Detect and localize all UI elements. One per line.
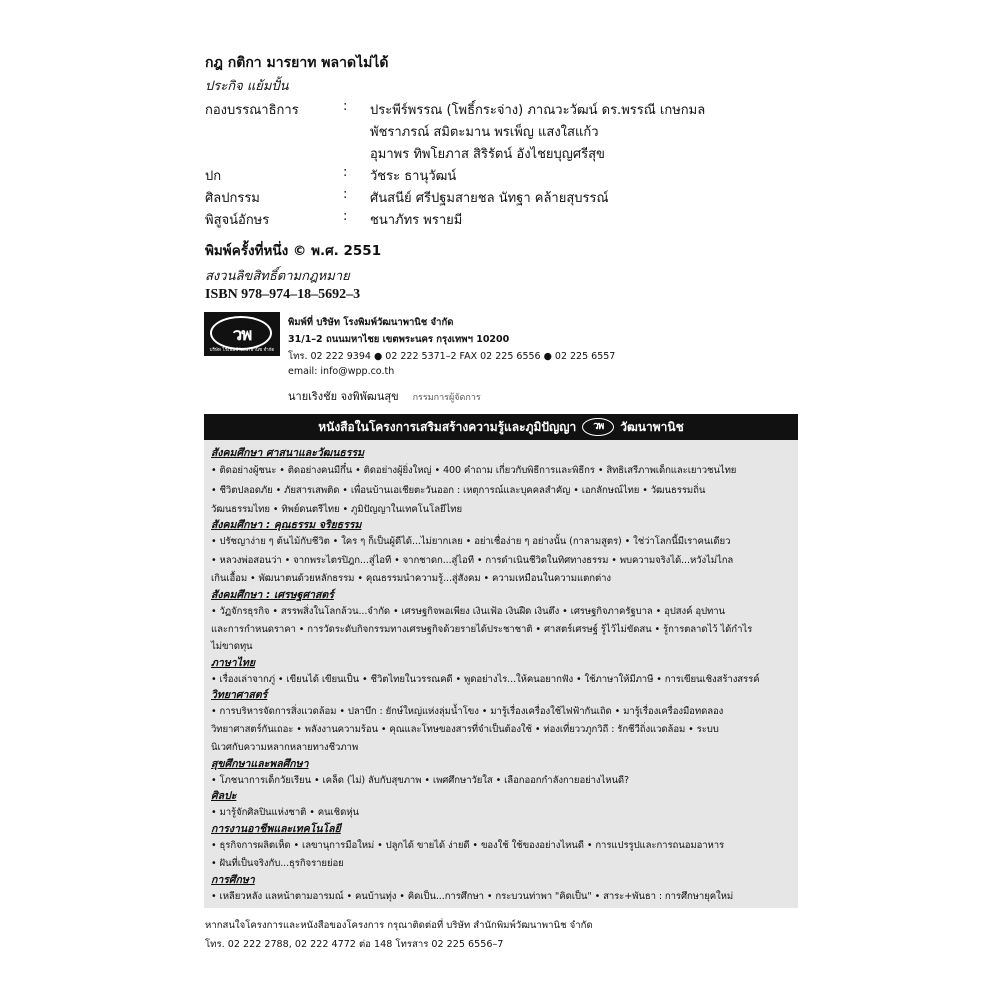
credit-colon: : [343,165,348,180]
catalog-line: • หลวงพ่อสอนว่า • จากพระไตรปิฎก...สู่ไอที • จากชาดก...สู่ไอที • การดำเนินชีวิตในทิศทางธรรม • พบความจริงได้...หวังไม่ไกล [211,555,734,566]
credit-label-art: ศิลปกรรม [205,191,260,206]
book-title: กฎ กติกา มารยาท พลาดไม่ได้ [205,55,389,71]
edition-line: พิมพ์ครั้งที่หนึ่ง © พ.ศ. 2551 [205,243,382,259]
project-banner [204,414,798,440]
catalog-category: สุขศึกษาและพลศึกษา [211,758,309,770]
catalog-line: • เรื่องเล่าจากภู่ • เขียนได้ เขียนเป็น • ชีวิตไทยในวรรณคดี • พูดอย่างไร...ให้คนอยากฟัง • ใช้ภาษาให้มีภาษี • การเขียนเชิงสร้างสรรค์ [211,674,760,685]
banner-text: หนังสือในโครงการเสริมสร้างความรู้และภูมิปัญญา [318,419,577,434]
catalog-line: • ธุรกิจการผลิตเห็ด • เลขานุการมือใหม่ • ปลูกได้ ขายได้ ง่ายดี • ของใช้ ใช้ของอย่างไหนดี • การแปรรูปและการถนอมอาหาร [211,840,725,851]
catalog-line: • เหลียวหลัง แลหน้าตามอารมณ์ • คนบ้านทุ่ง • คิดเป็น...การศึกษา • กระบวนท่าพา "คิดเป็น" • สาระ+พันธา : การศึกษายุคใหม่ [211,891,734,902]
footer-contact: หากสนใจโครงการและหนังสือของโครงการ กรุณาติดต่อที่ บริษัท สำนักพิมพ์วัฒนาพานิช จำกัด [205,920,593,931]
credit-value-art: ศันสนีย์ ศรีปฐมสายชล นัทฐา คล้ายสุบรรณ์ [370,191,609,206]
catalog-line: • ชีวิตปลอดภัย • ภัยสารเสพติด • เพื่อนบ้านเอเชียตะวันออก : เหตุการณ์และบุคคลสำคัญ • เอกลักษณ์ไทย • วัฒนธรรมถิ่น [211,485,706,496]
credit-value-editors-3: อุมาพร ทิพโยภาส สิริรัตน์ อังไชยบุญศรีสุข [370,147,605,162]
catalog-line: • มารู้จักศิลปินแห่งชาติ • คนเชิดหุ่น [211,807,359,818]
credit-value-editors-1: ประพีร์พรรณ (โพธิ์กระจ่าง) ภาณวะวัฒน์ ดร.พรรณี เกษกมล [370,103,706,118]
catalog-line: • ปรัชญาง่าย ๆ ต้นไม้กับชีวิต • ใคร ๆ ก็เป็นผู้ดีได้...ไม่ยากเลย • อย่าเชื่อง่าย ๆ อย่างนั้น (กาลามสูตร) • ใช่ว่าโลกนี้มีเราคนเดียว [211,536,731,547]
catalog-line: ไม่ขาดทุน [211,641,253,652]
catalog-category: สังคมศึกษา : เศรษฐศาสตร์ [211,589,334,601]
credit-colon: : [343,209,348,224]
credit-label-cover: ปก [205,169,222,184]
catalog-line: • ติดอย่างผู้ชนะ • ติดอย่างคนมีกึ๋น • ติดอย่างผู้ยิ่งใหญ่ • 400 คำถาม เกี่ยวกับพิธีการและพิธีกร • สิทธิเสรีภาพเด็กและเยาวชนไทย [211,465,737,476]
publisher-logo [204,312,280,356]
catalog-category: ภาษาไทย [211,657,255,669]
publisher-manager [288,387,481,405]
isbn: ISBN 978–974–18–5692–3 [205,287,361,302]
logo-subtext: บริษัท โรงพิมพ์วัฒนาพานิช จำกัด [209,348,275,353]
logo-text: วพ [232,325,252,345]
catalog-line: • โภชนาการเด็กวัยเรียน • เคล็ด (ไม่) ลับกับสุขภาพ • เพศศึกษาวัยใส • เลือกออกกำลังกายอย่างไหนดี? [211,775,630,786]
credit-colon: : [343,187,348,202]
catalog-line: • ฝันที่เป็นจริงกับ...ธุรกิจรายย่อย [211,858,344,869]
catalog-category: การศึกษา [211,874,255,886]
book-author: ประกิจ แย้มปั้น [205,79,289,94]
publisher-address: 31/1–2 ถนนมหาไชย เขตพระนคร กรุงเทพฯ 10200 [288,334,510,345]
credit-value-proof: ชนาภัทร พรายมี [370,213,463,228]
catalog-line: วิทยาศาสตร์กันเถอะ • พลังงานความร้อน • คุณและโทษของสารที่จำเป็นต้องใช้ • ท่องเที่ยววภูกวิถี : รักชีวีถิ่งแวดล้อม • ระบบ [211,724,719,735]
manager-title: กรรมการผู้จัดการ [412,393,481,403]
publisher-phone: โทร. 02 222 9394 ● 02 222 5371–2 FAX 02 225 6556 ● 02 225 6557 [288,351,616,362]
catalog-line: • วัฏจักรธุรกิจ • สรรพสิ่งในโลกล้วน...จำกัด • เศรษฐกิจพอเพียง เงินเฟ้อ เงินฝืด เงินตึง • เศรษฐกิจภาครัฐบาล • อุปสงค์ อุปทาน [211,606,725,617]
catalog-line: และการกำหนดราคา • การวัดระดับกิจกรรมทางเศรษฐกิจด้วยรายได้ประชาชาติ • ศาสตร์เศรษฐ์ รู้ไว้ไม่ขัดสน • รู้การตลาดไว้ ได้กำไร [211,624,753,635]
credit-value-editors-2: พัชราภรณ์ สมิตะมาน พรเพ็ญ แสงใสแก้ว [370,125,599,140]
catalog-line: นิเวศกับความหลากหลายทางชีวภาพ [211,742,359,753]
catalog-line: วัฒนธรรมไทย • ทิพย์ดนตรีไทย • ภูมิปัญญาในเทคโนโลยีไทย [211,504,462,515]
publisher-email: email: info@wpp.co.th [288,366,395,377]
credit-value-cover: วัชระ ธานุวัฒน์ [370,169,457,184]
rights-line: สงวนลิขสิทธิ์ตามกฎหมาย [205,269,350,284]
banner-brand: วัฒนาพานิช [620,419,684,434]
catalog-category: สังคมศึกษา ศาสนาและวัฒนธรรม [211,447,365,459]
manager-name: นายเริงชัย จงพิพัฒนสุข [288,390,399,403]
credit-colon: : [343,99,348,114]
catalog-category: การงานอาชีพและเทคโนโลยี [211,823,341,835]
credit-label-editors: กองบรรณาธิการ [205,103,299,118]
credit-label-proof: พิสูจน์อักษร [205,213,270,228]
catalog-category: วิทยาศาสตร์ [211,689,268,701]
catalog-category: สังคมศึกษา : คุณธรรม จริยธรรม [211,519,362,531]
publisher-name: พิมพ์ที่ บริษัท โรงพิมพ์วัฒนาพานิช จำกัด [288,317,454,328]
footer-phone: โทร. 02 222 2788, 02 222 4772 ต่อ 148 โทรสาร 02 225 6556–7 [205,939,504,950]
banner-logo: วพ [582,418,614,436]
catalog-category: ศิลปะ [211,790,237,802]
catalog-line: เกินเอื้อม • พัฒนาตนด้วยหลักธรรม • คุณธรรมนำความรู้...สู่สังคม • ความเหมือนในความแตกต่าง [211,573,611,584]
catalog-line: • การบริหารจัดการสิ่งแวดล้อม • ปลาบึก : ยักษ์ใหญ่แห่งลุ่มน้ำโขง • มารู้เรื่องเครื่องใช้ไฟฟ้ากันเถิด • มารู้เรื่องเครื่องมือทดลอง [211,706,724,717]
